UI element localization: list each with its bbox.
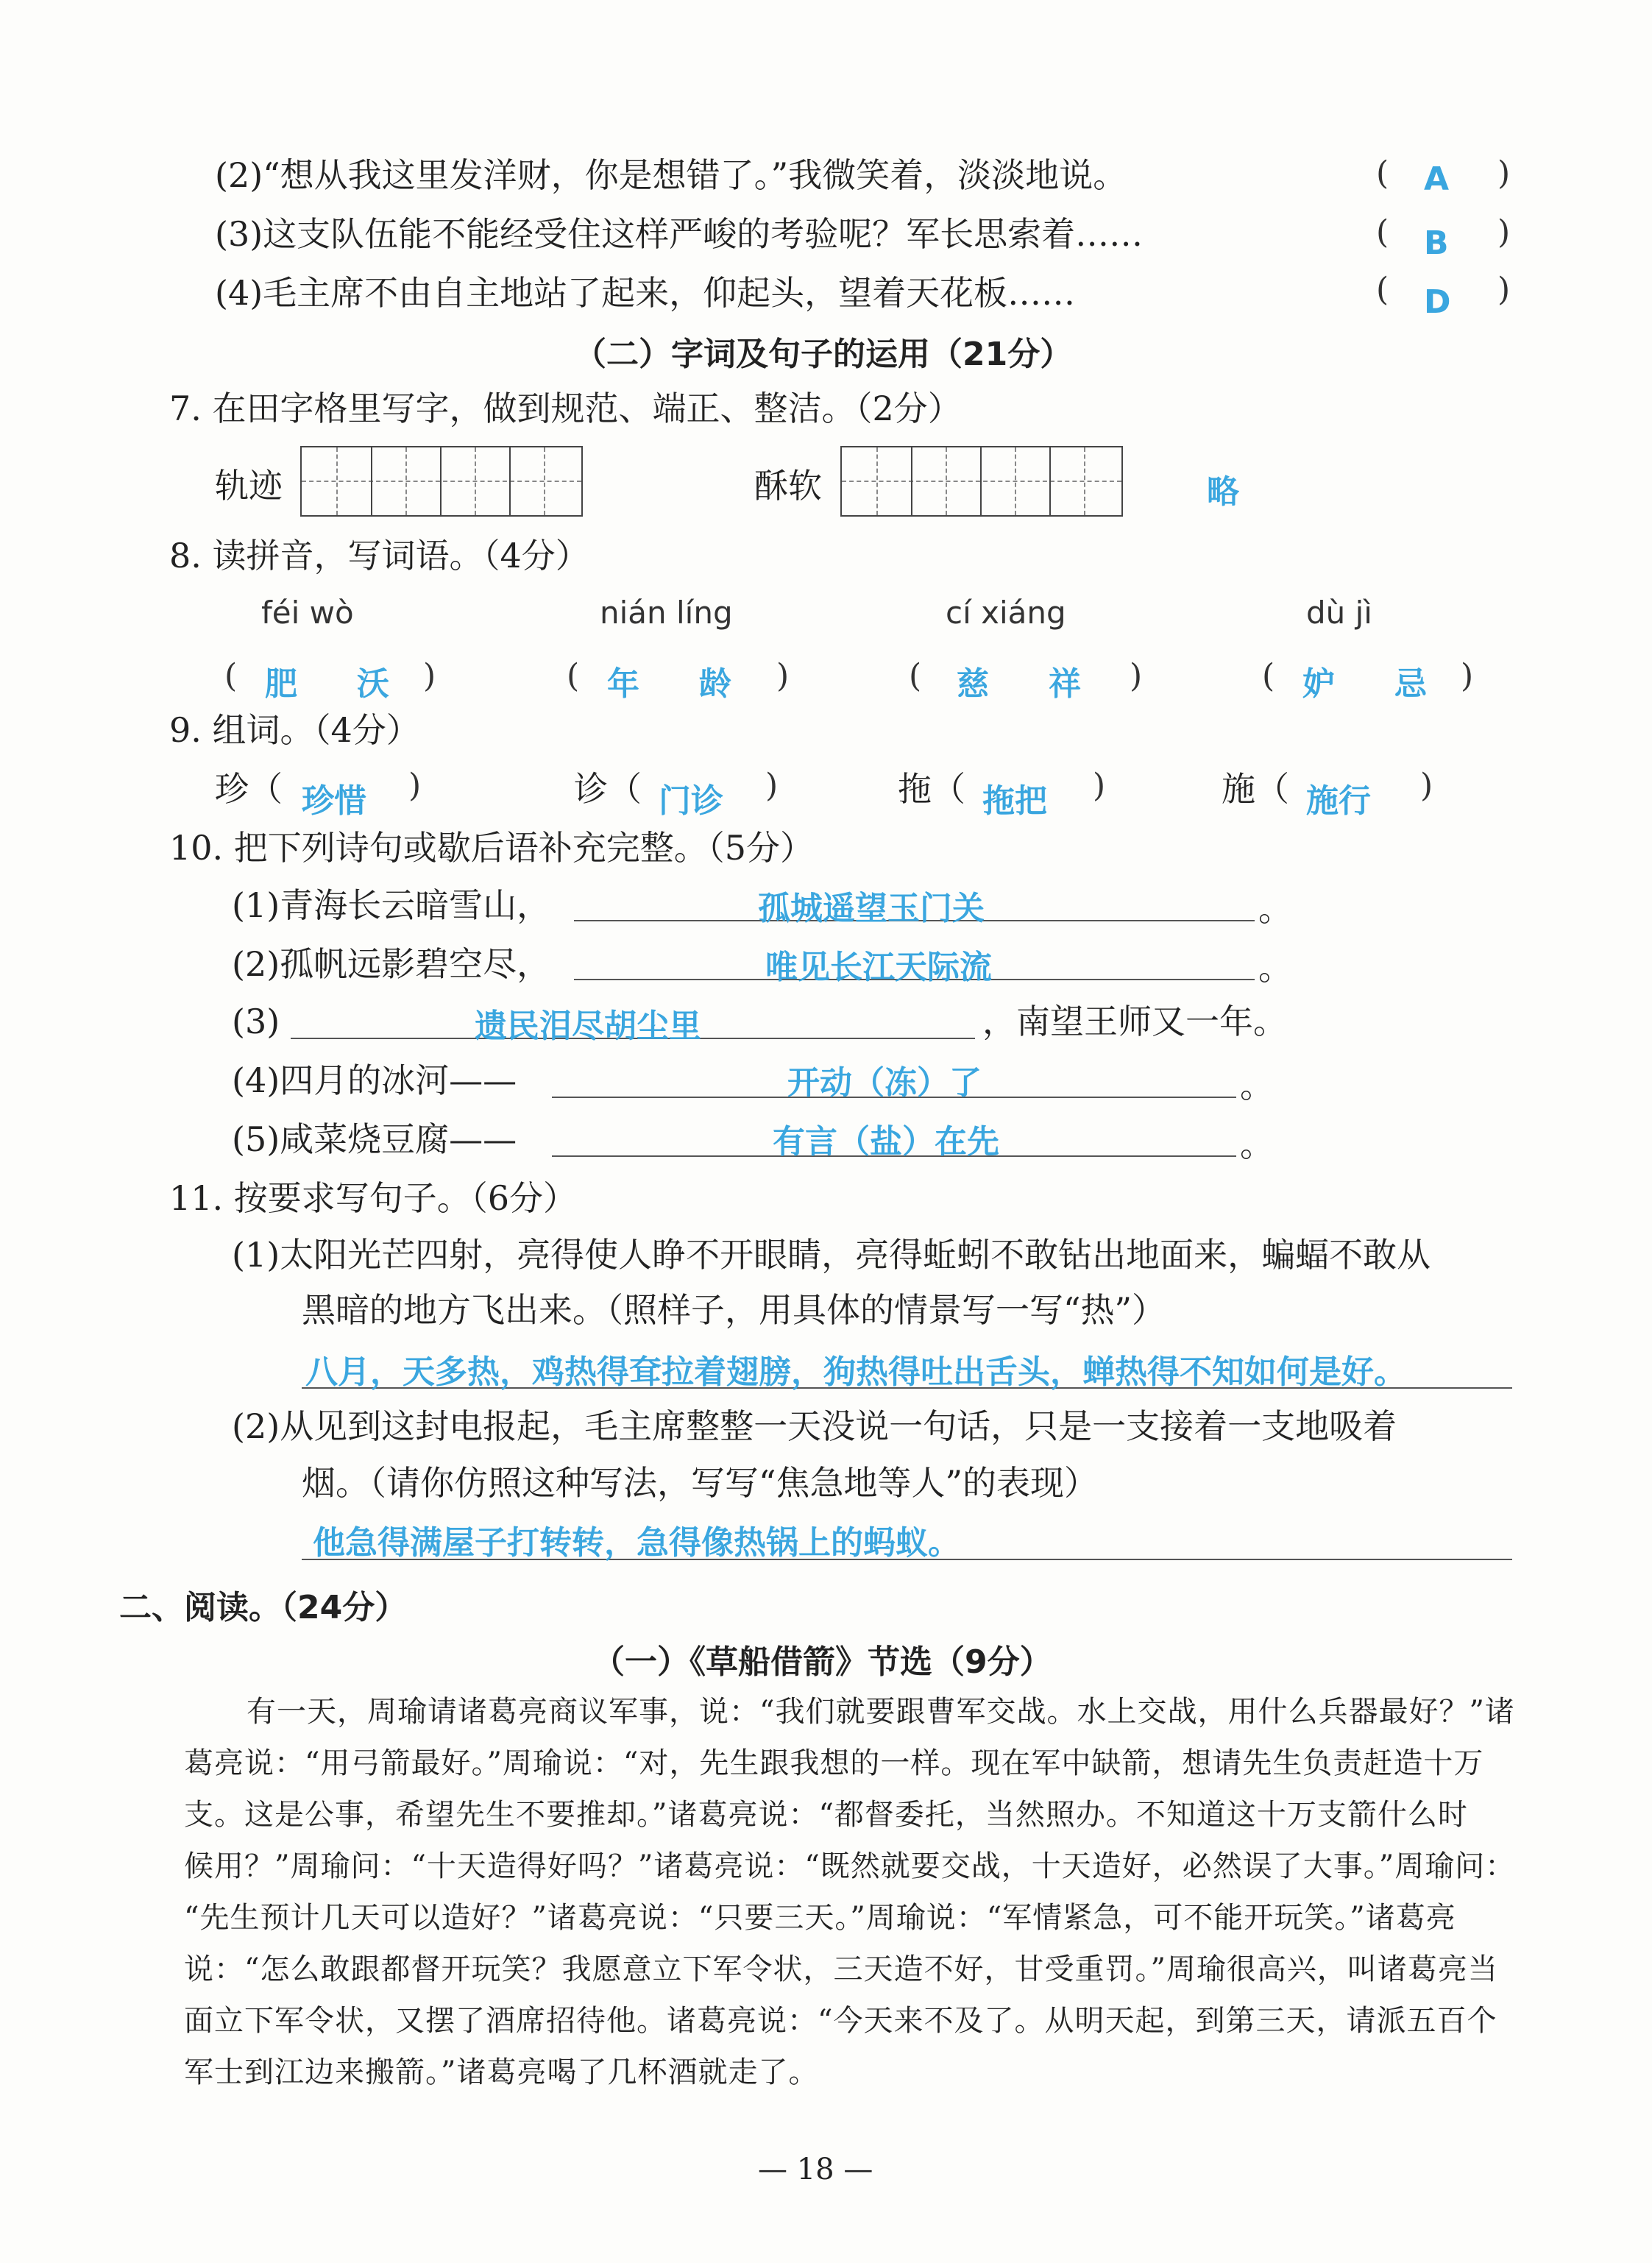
q7-word-1: 轨迹 [215,466,283,506]
reading-line-2: 葛亮说：“用弓箭最好。”周瑜说：“对，先生跟我想的一样。现在军中缺箭，想请先生负责赶造十万 [184,1746,1484,1780]
answer-paren: ) [776,657,790,695]
q8-answer-2b: 龄 [699,665,731,703]
q11-answer-1: 八月，天多热，鸡热得耷拉着翅膀，狗热得吐出舌头，蝉热得不知如何是好。 [305,1353,1406,1391]
q8-answer-3b: 祥 [1049,665,1081,703]
reading-line-4: 候用？”周瑜问：“十天造得好吗？”诸葛亮说：“既然就要交战，十天造好，必然误了大事。”周瑜问： [184,1849,1516,1883]
page-number: — 18 — [758,2153,873,2186]
answer-paren: ) [1497,155,1511,192]
q6-answer-2: A [1424,160,1450,198]
q6-item-2: (2)“想从我这里发洋财，你是想错了。”我微笑着，淡淡地说。 [215,155,1127,195]
q9-char-2: 诊（ [574,769,642,809]
answer-paren: ( [1376,213,1389,251]
q9-answer-3: 拖把 [982,782,1047,820]
q10-item-2: (2)孤帆远影碧空尽， [232,944,551,984]
q11-item-1-line-1: (1)太阳光芒四射，亮得使人睁不开眼睛，亮得蚯蚓不敢钻出地面来，蝙蝠不敢从 [232,1235,1431,1275]
answer-paren: ) [1497,213,1511,251]
q8-prompt: 8. 读拼音，写词语。（4分） [169,536,589,576]
pinyin-2: nián líng [600,595,733,631]
q10-prompt: 10. 把下列诗句或歇后语补充完整。（5分） [169,828,815,868]
q9-answer-2: 门诊 [659,782,723,820]
q10-answer-4: 开动（冻）了 [787,1064,982,1102]
reading-line-1: 有一天，周瑜请诸葛亮商议军事，说：“我们就要跟曹军交战。水上交战，用什么兵器最好？”诸 [247,1695,1515,1729]
q7-prompt: 7. 在田字格里写字，做到规范、端正、整洁。（2分） [169,389,962,428]
q10-item-1: (1)青海长云暗雪山， [232,885,551,925]
q8-answer-4a: 妒 [1302,665,1335,703]
q9-char-1: 珍（ [215,769,283,809]
pinyin-4: dù jì [1306,595,1372,631]
q10-suffix-1: 。 [1258,889,1292,929]
answer-paren: ) [1130,657,1143,695]
q6-item-3: (3)这支队伍能不能经受住这样严峻的考验呢？军长思索着…… [215,214,1144,254]
answer-paren: ) [765,767,779,804]
q9-char-3: 拖（ [898,769,965,809]
section-heading: （二）字词及句子的运用（21分） [574,336,1073,373]
reading-line-3: 支。这是公事，希望先生不要推却。”诸葛亮说：“都督委托，当然照办。不知道这十万支箭什么时 [184,1798,1468,1832]
q8-answer-4b: 忌 [1394,665,1427,703]
q8-answer-1a: 肥 [265,665,297,703]
reading-line-6: 说：“怎么敢跟都督开玩笑？我愿意立下军令状，三天造不好，甘受重罚。”周瑜很高兴，叫诸葛亮当 [184,1952,1498,1986]
answer-paren: ) [423,657,436,695]
q8-answer-2a: 年 [607,665,639,703]
q10-item-4: (4)四月的冰河—— [232,1060,517,1100]
q10-answer-5: 有言（盐）在先 [773,1123,999,1161]
q9-prompt: 9. 组词。（4分） [169,710,420,750]
q10-suffix-2: 。 [1258,948,1292,988]
reading-line-5: “先生预计几天可以造好？”诸葛亮说：“只要三天。”周瑜说：“军情紧急，可不能开玩笑。”诸葛亮 [184,1901,1456,1935]
answer-paren: ) [1420,767,1433,804]
q11-item-1-line-2: 黑暗的地方飞出来。（照样子，用具体的情景写一写“热”） [302,1290,1166,1330]
q10-item-5: (5)咸菜烧豆腐—— [232,1119,517,1159]
q9-answer-4: 施行 [1306,782,1371,820]
q9-char-4: 施（ [1222,769,1289,809]
q10-item-3: (3) [232,1002,280,1041]
answer-paren: ( [1376,271,1389,308]
q11-answer-2: 他急得满屋子打转转，急得像热锅上的蚂蚁。 [313,1524,960,1562]
q7-answer: 略 [1207,473,1239,511]
reading-line-8: 军士到江边来搬箭。”诸葛亮喝了几杯酒就走了。 [184,2055,819,2089]
q10-suffix-3: ，南望王师又一年。 [982,1002,1287,1041]
q10-answer-1: 孤城遥望玉门关 [758,890,985,927]
q11-item-2-line-1: (2)从见到这封电报起，毛主席整整一天没说一句话，只是一支接着一支地吸着 [232,1406,1397,1446]
reading-title: （一）《草船借箭》节选（9分） [592,1643,1052,1681]
q7-word-2: 酥软 [754,466,822,506]
answer-paren: ) [1497,271,1511,308]
q6-item-4: (4)毛主席不由自主地站了起来，仰起头，望着天花板…… [215,273,1076,313]
answer-paren: ( [224,657,238,695]
answer-paren: ) [408,767,422,804]
q8-answer-1b: 沃 [357,665,389,703]
q6-answer-4: D [1424,283,1451,321]
q11-item-2-line-2: 烟。（请你仿照这种写法，写写“焦急地等人”的表现） [302,1463,1099,1503]
reading-line-7: 面立下军令状，又摆了酒席招待他。诸葛亮说：“今天来不及了。从明天起，到第三天，请派五百个 [184,2004,1497,2038]
answer-paren: ( [567,657,580,695]
tianzige-grid-2[interactable] [840,446,1123,517]
q9-answer-1: 珍惜 [302,782,366,820]
answer-paren: ) [1093,767,1106,804]
q10-answer-3: 遗民泪尽胡尘里 [475,1007,701,1045]
answer-paren: ( [1262,657,1275,695]
answer-paren: ( [909,657,922,695]
q8-answer-3a: 慈 [957,665,989,703]
pinyin-3: cí xiáng [946,595,1066,631]
q11-prompt: 11. 按要求写句子。（6分） [169,1178,578,1218]
q6-answer-3: B [1424,224,1449,262]
q10-answer-2: 唯见长江天际流 [765,949,992,986]
q10-suffix-4: 。 [1240,1066,1274,1105]
q10-suffix-5: 。 [1240,1125,1274,1164]
part-heading: 二、阅读。（24分） [119,1589,408,1626]
answer-paren: ( [1376,155,1389,192]
pinyin-1: féi wò [261,595,354,631]
tianzige-grid-1[interactable] [300,446,583,517]
answer-paren: ) [1461,657,1474,695]
